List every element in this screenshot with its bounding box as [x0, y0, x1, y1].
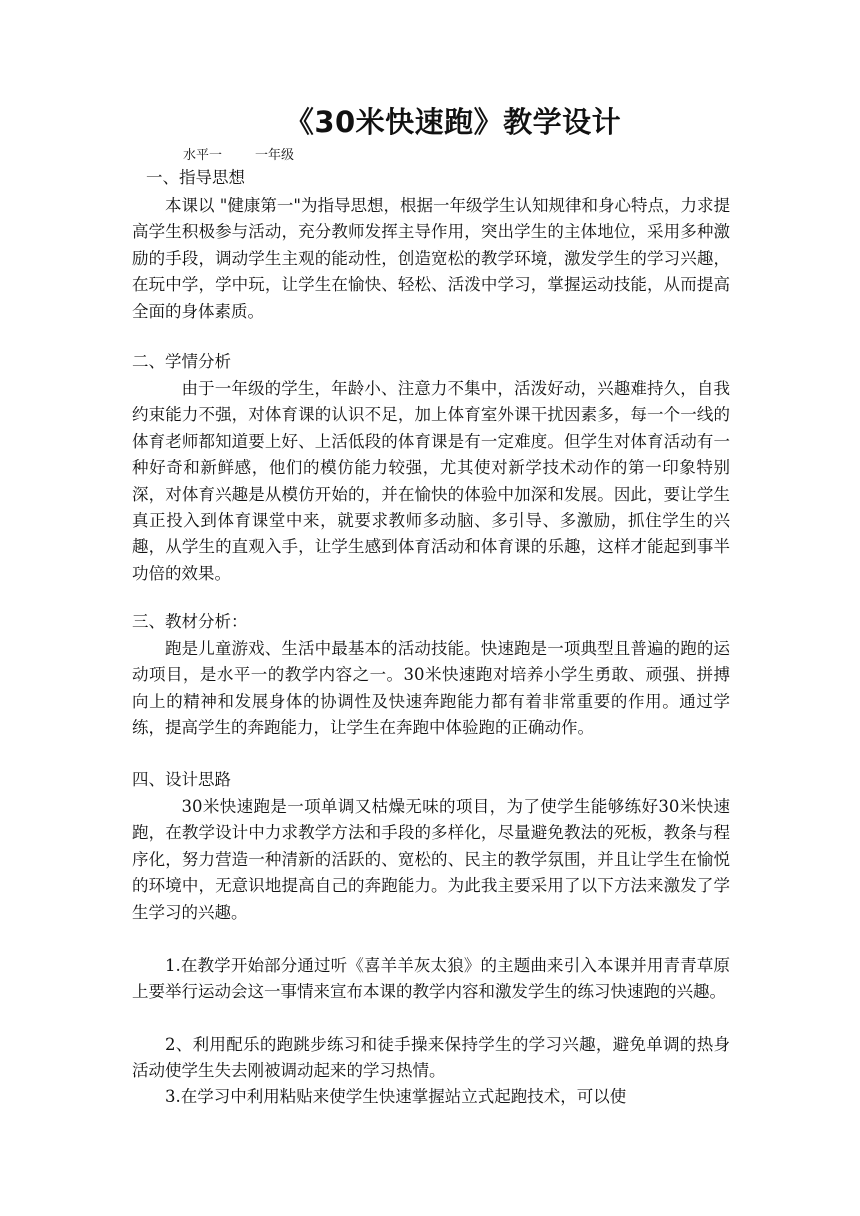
section-heading-student-analysis: 二、学情分析 — [132, 352, 231, 371]
document-title: 《30米快速跑》教学设计 — [284, 105, 622, 139]
paragraph-design-approach: 30米快速跑是一项单调又枯燥无味的项目，为了使学生能够练好30米快速跑，在教学设计中力求教学方法和手段的多样化，尽量避免教法的死板，教条与程序化，努力营造一种清新的活跃的、宽松的、民主的教学氛围，并且让学生在愉悦的环境中，无意识地提高自己的奔跑能力。为此我主要采用了以下方法来激发了学生学习的兴趣。 — [132, 797, 730, 922]
paragraph-student-analysis: 由于一年级的学生，年龄小、注意力不集中，活泼好动，兴趣难持久，自我约束能力不强，对体育课的认识不足，加上体育室外课干扰因素多，每一个一线的体育老师都知道要上好、上活低段的体育课是有一定难度。但学生对体育活动有一种好奇和新鲜感，他们的模仿能力较强，尤其使对新学技术动作的第一印象特别深，对体育兴趣是从模仿开始的，并在愉快的体验中加深和发展。因此，要让学生真正投入到体育课堂中来，就要求教师多动脑、多引导、多激励，抓住学生的兴趣，从学生的直观入手，让学生感到体育活动和体育课的乐趣，这样才能起到事半功倍的效果。 — [132, 379, 730, 583]
paragraph-method-3: 3.在学习中利用粘贴来使学生快速掌握站立式起跑技术，可以使 — [165, 1087, 627, 1106]
section-heading-material-analysis: 三、教材分析： — [132, 612, 248, 631]
section-heading-design-approach: 四、设计思路 — [132, 770, 231, 789]
paragraph-material-analysis: 跑是儿童游戏、生活中最基本的活动技能。快速跑是一项典型且普遍的跑的运动项目，是水平一的教学内容之一。30米快速跑对培养小学生勇敢、顽强、拼搏向上的精神和发展身体的协调性及快速奔跑能力都有着非常重要的作用。通过学练，提高学生的奔跑能力，让学生在奔跑中体验跑的正确动作。 — [132, 639, 730, 738]
paragraph-guiding-ideology: 本课以 "健康第一"为指导思想，根据一年级学生认知规律和身心特点，力求提高学生积极参与活动，充分教师发挥主导作用，突出学生的主体地位，采用多种激励的手段，调动学生主观的能动性，创造宽松的教学环境，激发学生的学习兴趣，在玩中学，学中玩，让学生在愉快、轻松、活泼中学习，掌握运动技能，从而提高全面的身体素质。 — [132, 196, 730, 321]
section-heading-guiding-ideology: 一、指导思想 — [146, 168, 245, 187]
paragraph-method-1: 1.在教学开始部分通过听《喜羊羊灰太狼》的主题曲来引入本课并用青青草原上要举行运动会这一事情来宣布本课的教学内容和激发学生的练习快速跑的兴趣。 — [132, 956, 730, 1002]
document-subtitle: 水平一 一年级 — [183, 148, 295, 163]
paragraph-method-2: 2、利用配乐的跑跳步练习和徒手操来保持学生的学习兴趣，避免单调的热身活动使学生失去刚被调动起来的学习热情。 — [132, 1035, 730, 1081]
